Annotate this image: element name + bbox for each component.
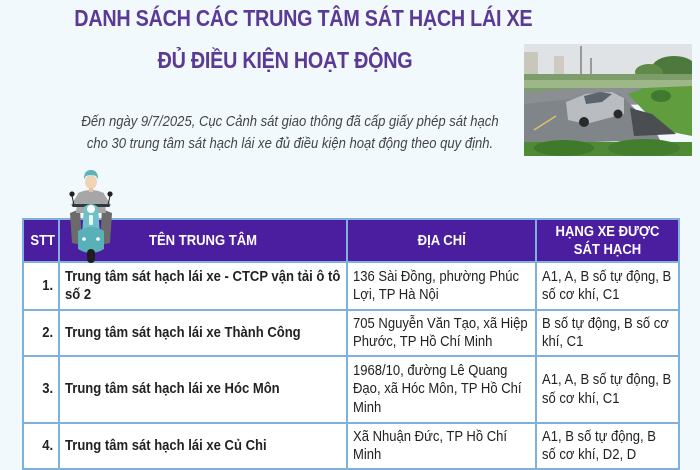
- driving-test-course-photo: [524, 44, 692, 156]
- row-address: 136 Sài Đồng, phường Phúc Lợi, TP Hà Nội: [347, 262, 536, 310]
- row-name: Trung tâm sát hạch lái xe Hóc Môn: [59, 356, 347, 423]
- table-row: [23, 310, 679, 356]
- intro-text: [65, 111, 515, 155]
- table-row: [23, 356, 679, 423]
- row-address: Xã Nhuận Đức, TP Hồ Chí Minh: [347, 423, 536, 469]
- row-stt: 3.: [23, 356, 59, 423]
- intro-line-2: cho 30 trung tâm sát hạch lái xe đủ điều kiện hoạt động theo quy định.: [86, 136, 494, 152]
- intro-line-1: Đến ngày 9/7/2025, Cục Cảnh sát giao thông đã cấp giấy phép sát hạch: [81, 114, 499, 130]
- row-classes: A1, A, B số tự động, B số cơ khí, C1: [536, 356, 679, 423]
- table-row: [23, 423, 679, 469]
- row-stt: 1.: [23, 262, 59, 310]
- header-classes: HẠNG XE ĐƯỢC SÁT HẠCH: [536, 219, 679, 262]
- row-classes: A1, B số tự động, B số cơ khí, D2, D: [536, 423, 679, 469]
- row-name: Trung tâm sát hạch lái xe Củ Chi: [59, 423, 347, 469]
- header-name: TÊN TRUNG TÂM: [59, 219, 347, 262]
- row-name: Trung tâm sát hạch lái xe Thành Công: [59, 310, 347, 356]
- header-stt: STT: [23, 219, 59, 262]
- page-title-line-2: ĐỦ ĐIỀU KIỆN HOẠT ĐỘNG: [157, 47, 413, 73]
- row-address: 705 Nguyễn Văn Tạo, xã Hiệp Phước, TP Hồ Chí Minh: [347, 310, 536, 356]
- table-row: [23, 262, 679, 310]
- row-stt: 4.: [23, 423, 59, 469]
- scooter-rider-icon: [60, 165, 122, 265]
- row-classes: B số tự động, B số cơ khí, C1: [536, 310, 679, 356]
- row-stt: 2.: [23, 310, 59, 356]
- row-name: Trung tâm sát hạch lái xe - CTCP vận tải ô tô số 2: [59, 262, 347, 310]
- header-address: ĐỊA CHỈ: [347, 219, 536, 262]
- row-classes: A1, A, B số tự động, B số cơ khí, C1: [536, 262, 679, 310]
- row-address: 1968/10, đường Lê Quang Đạo, xã Hóc Môn, TP Hồ Chí Minh: [347, 356, 536, 423]
- page-title-line-1: DANH SÁCH CÁC TRUNG TÂM SÁT HẠCH LÁI XE: [74, 5, 533, 31]
